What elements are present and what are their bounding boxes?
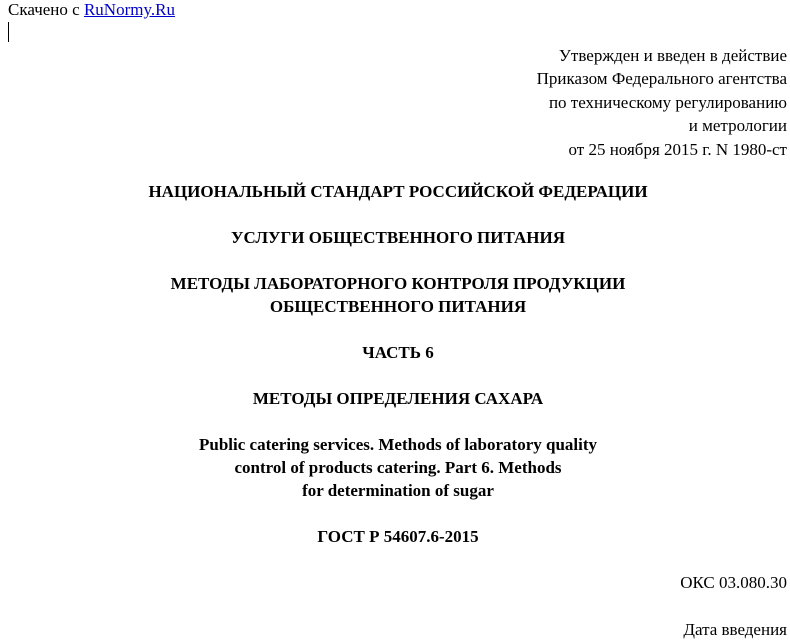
runormy-link[interactable]: RuNormy.Ru bbox=[83, 0, 175, 19]
approval-line: по техническому регулированию bbox=[548, 92, 787, 112]
standard-designation: ГОСТ Р 54607.6-2015 bbox=[317, 527, 479, 546]
intro-date-label: Дата введения bbox=[683, 620, 787, 639]
main-title-heading: УСЛУГИ ОБЩЕСТВЕННОГО ПИТАНИЯ bbox=[231, 228, 565, 247]
oks-code: ОКС 03.080.30 bbox=[680, 573, 787, 592]
approval-block bbox=[537, 44, 787, 161]
approval-line: и метрологии bbox=[688, 116, 787, 136]
approval-line: Приказом Федерального агентства bbox=[536, 69, 787, 89]
english-title-line-3: for determination of sugar bbox=[302, 481, 494, 500]
english-title-line-1: Public catering services. Methods of laboratory quality bbox=[198, 435, 598, 454]
subtitle-heading-line-2: ОБЩЕСТВЕННОГО ПИТАНИЯ bbox=[269, 297, 527, 316]
approval-line: от 25 ноября 2015 г. N 1980-ст bbox=[568, 139, 787, 159]
text-cursor bbox=[8, 22, 9, 42]
download-source-line bbox=[8, 0, 175, 20]
part-title-heading: МЕТОДЫ ОПРЕДЕЛЕНИЯ САХАРА bbox=[252, 389, 544, 408]
part-heading: ЧАСТЬ 6 bbox=[362, 343, 434, 362]
approval-line: Утвержден и введен в действие bbox=[558, 46, 787, 65]
standard-type-heading: НАЦИОНАЛЬНЫЙ СТАНДАРТ РОССИЙСКОЙ ФЕДЕРАЦИИ bbox=[148, 182, 648, 201]
subtitle-heading-line-1: МЕТОДЫ ЛАБОРАТОРНОГО КОНТРОЛЯ ПРОДУКЦИИ bbox=[170, 274, 626, 293]
download-source-prefix: Скачено с bbox=[8, 0, 84, 19]
english-title-line-2: control of products catering. Part 6. Methods bbox=[234, 458, 562, 477]
